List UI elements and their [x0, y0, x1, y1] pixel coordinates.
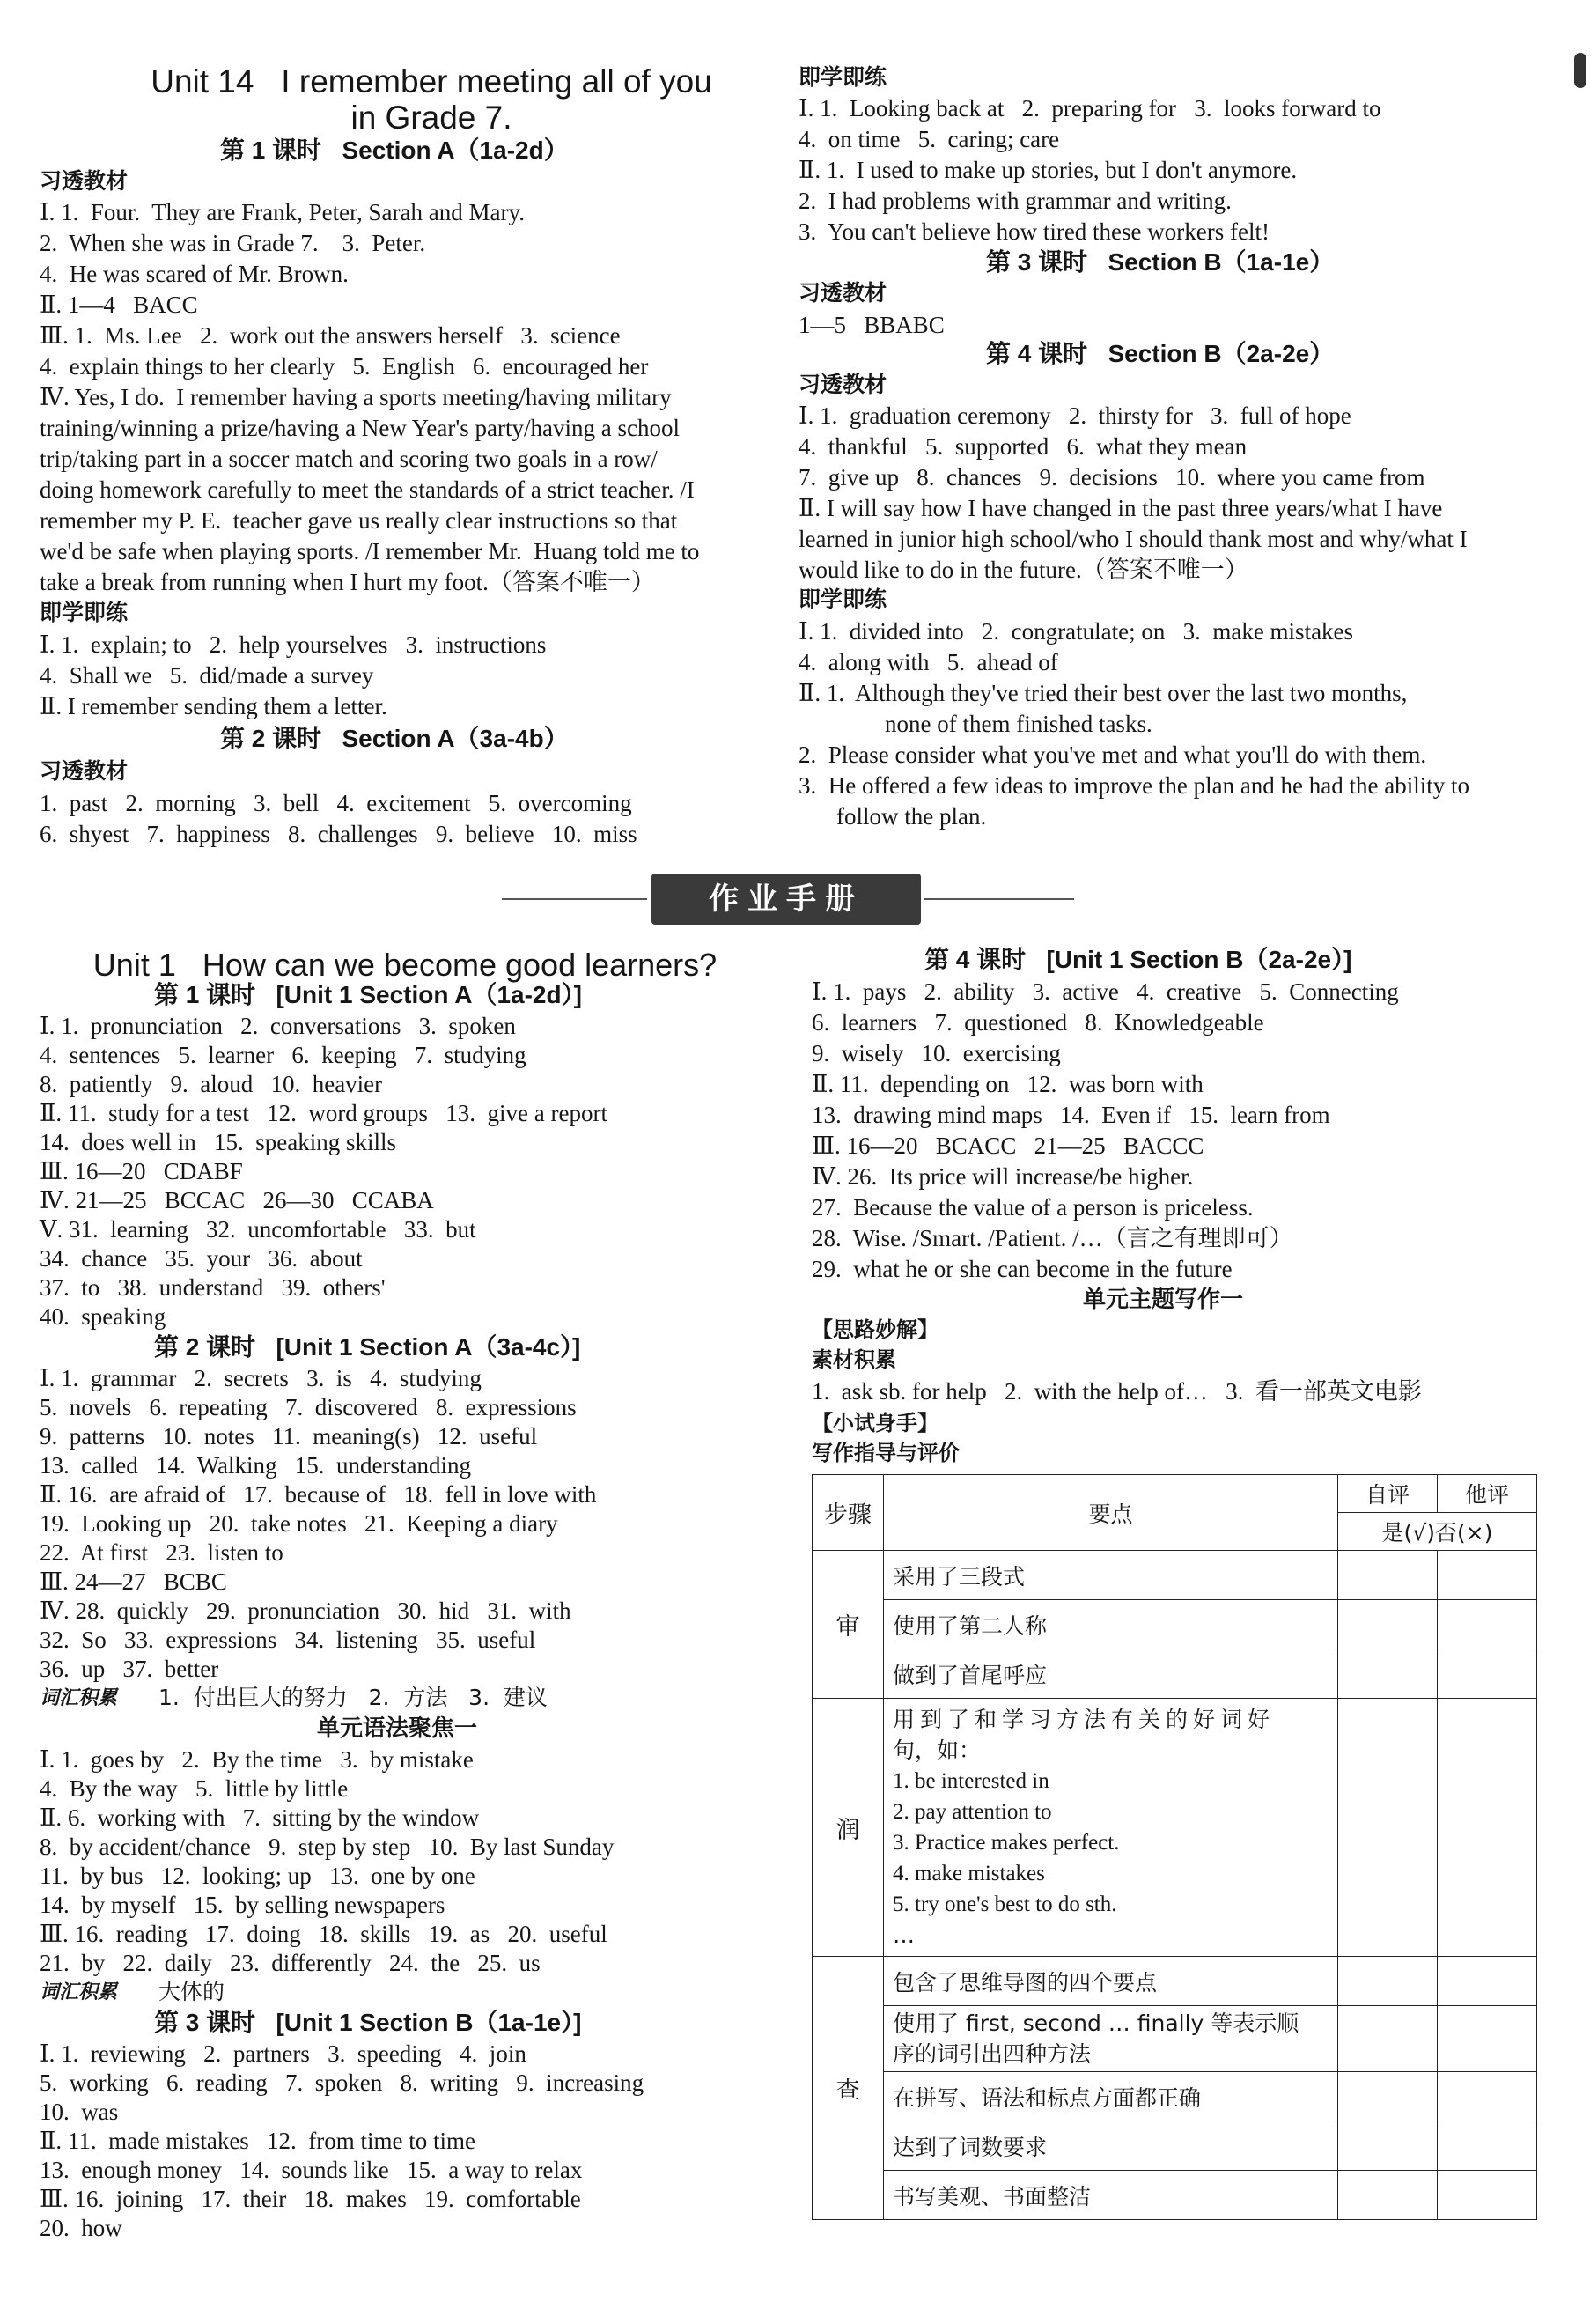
score-cell — [1338, 2171, 1438, 2220]
list-item: Ⅰ. 1. explain; to 2. help yourselves 3. instructions — [40, 631, 547, 658]
grammar-heading: 单元语法聚焦一 — [317, 1715, 478, 1742]
list-item: 40. speaking — [40, 1303, 166, 1330]
table-row — [884, 1699, 1338, 1957]
table-row: 做到了首尾呼应 — [884, 1649, 1338, 1699]
score-cell — [1438, 2121, 1537, 2171]
vocab1-text: 1. 付出巨大的努力 2. 方法 3. 建议 — [158, 1685, 548, 1710]
list-item: trip/taking part in a soccer match and scoring two goals in a row/ — [40, 446, 658, 472]
list-item: 2. When she was in Grade 7. 3. Peter. — [40, 230, 426, 256]
list-item: 14. does well in 15. speaking skills — [40, 1129, 396, 1155]
list-item: 36. up 37. better — [40, 1656, 219, 1682]
list-item: we'd be safe when playing sports. /I remember Mr. Huang told me to — [40, 538, 700, 564]
list-item: 13. called 14. Walking 15. understanding — [40, 1452, 471, 1479]
list-item: remember my P. E. teacher gave us really clear instructions so that — [40, 507, 678, 534]
list-item: 22. At first 23. listen to — [40, 1539, 283, 1566]
list-item: 4. explain things to her clearly 5. English 6. encouraged her — [40, 353, 649, 380]
list-item: Ⅲ. 16. reading 17. doing 18. skills 19. as 20. useful — [40, 1921, 607, 1947]
l4-jixue-label: 即学即练 — [799, 587, 887, 612]
lesson3-heading: 第 3 课时 Section B（1a-1e） — [986, 248, 1335, 276]
vocab2-text: 大体的 — [158, 1979, 225, 2004]
table-row: 使用了第二人称 — [884, 1600, 1338, 1649]
list-item: 14. by myself 15. by selling newspapers — [40, 1892, 445, 1918]
score-cell — [1338, 1699, 1438, 1957]
list-item: Ⅰ. 1. divided into 2. congratulate; on 3. make mistakes — [799, 618, 1354, 645]
list-item: 13. enough money 14. sounds like 15. a way to relax — [40, 2157, 583, 2183]
run-line: 2. pay attention to — [893, 1800, 1052, 1824]
score-cell — [1438, 1649, 1537, 1699]
list-item: Ⅳ. 21—25 BCCAC 26—30 CCABA — [40, 1187, 434, 1214]
list-item: Ⅱ. I will say how I have changed in the past three years/what I have — [799, 495, 1443, 521]
u1-lesson4-heading: 第 4 课时 [Unit 1 Section B（2a-2e）] — [924, 946, 1352, 973]
list-item: 20. how — [40, 2215, 122, 2241]
list-item: 4. along with 5. ahead of — [799, 649, 1058, 675]
score-cell — [1438, 1957, 1537, 2006]
banner-divider-left — [502, 898, 647, 900]
list-item: 11. by bus 12. looking; up 13. one by one — [40, 1863, 475, 1889]
list-item: Ⅳ. 28. quickly 29. pronunciation 30. hid 31. with — [40, 1597, 571, 1624]
l2-xitou-label: 习透教材 — [40, 758, 129, 784]
writing-evaluation-table — [812, 1474, 1537, 2220]
list-item: 8. patiently 9. aloud 10. heavier — [40, 1071, 383, 1097]
score-cell — [1438, 1600, 1537, 1649]
page-edge-mark — [1574, 53, 1586, 88]
list-item: 34. chance 35. your 36. about — [40, 1245, 363, 1272]
list-item: Ⅱ. 6. working with 7. sitting by the window — [40, 1804, 480, 1831]
list-item: follow the plan. — [836, 803, 987, 830]
right-jixue-label: 即学即练 — [799, 64, 887, 90]
table-row: 采用了三段式 — [884, 1551, 1338, 1600]
list-item: 5. novels 6. repeating 7. discovered 8. expressions — [40, 1394, 577, 1420]
list-item: none of them finished tasks. — [885, 711, 1152, 737]
unit14-title-line1: Unit 14 I remember meeting all of you — [151, 63, 712, 100]
list-item: training/winning a prize/having a New Year's party/having a school — [40, 415, 680, 441]
list-item: 1—5 BBABC — [799, 312, 945, 338]
u1-lesson1-heading: 第 1 课时 [Unit 1 Section A（1a-2d）] — [154, 981, 582, 1008]
list-item: 3. You can't believe how tired these workers felt! — [799, 218, 1270, 245]
list-item: 19. Looking up 20. take notes 21. Keeping a diary — [40, 1510, 558, 1537]
list-item: Ⅰ. 1. graduation ceremony 2. thirsty for 3. full of hope — [799, 402, 1351, 429]
table-row: 在拼写、语法和标点方面都正确 — [884, 2072, 1338, 2121]
list-item: 4. He was scared of Mr. Brown. — [40, 261, 349, 287]
list-item: 13. drawing mind maps 14. Even if 15. learn from — [812, 1102, 1330, 1128]
run-line: 5. try one's best to do sth. — [893, 1892, 1117, 1916]
list-item: Ⅱ. 16. are afraid of 17. because of 18. fell in love with — [40, 1481, 597, 1508]
score-cell — [1338, 1600, 1438, 1649]
list-item: 3. He offered a few ideas to improve the plan and he had the ability to — [799, 772, 1469, 799]
lesson2-heading: 第 2 课时 Section A（3a-4b） — [220, 725, 569, 752]
list-item: 5. working 6. reading 7. spoken 8. writing 9. increasing — [40, 2069, 644, 2096]
list-item: 8. by accident/chance 9. step by step 10. By last Sunday — [40, 1833, 615, 1860]
score-cell — [1338, 2006, 1438, 2072]
unit1-title: Unit 1 How can we become good learners? — [92, 947, 718, 983]
lesson4-heading: 第 4 课时 Section B（2a-2e） — [986, 340, 1335, 367]
silu-label: 【思路妙解】 — [812, 1317, 939, 1342]
list-item: Ⅲ. 16—20 BCACC 21—25 BACCC — [812, 1132, 1204, 1159]
table-row — [884, 2006, 1338, 2072]
table-header-self: 自评 — [1338, 1475, 1438, 1513]
list-item: 27. Because the value of a person is priceless. — [812, 1194, 1254, 1221]
step-run: 润 — [813, 1699, 884, 1957]
list-item: Ⅱ. 1. I used to make up stories, but I don't anymore. — [799, 157, 1298, 183]
list-item: Ⅱ. 11. made mistakes 12. from time to time — [40, 2128, 476, 2154]
u1-lesson2-heading: 第 2 课时 [Unit 1 Section A（3a-4c）] — [154, 1333, 581, 1361]
run-line: … — [893, 1922, 915, 1948]
table-row: 书写美观、书面整洁 — [884, 2171, 1338, 2220]
table-header-points: 要点 — [884, 1475, 1338, 1551]
list-item: Ⅳ. Yes, I do. I remember having a sports meeting/having military — [40, 384, 672, 410]
l3-xitou-label: 习透教材 — [799, 280, 887, 306]
list-item: Ⅰ. 1. pronunciation 2. conversations 3. spoken — [40, 1013, 516, 1039]
list-item: 4. thankful 5. supported 6. what they mean — [799, 433, 1248, 460]
cha-line: 使用了 first, second … finally 等表示顺 — [893, 2010, 1299, 2036]
l1-xitou-label: 习透教材 — [40, 168, 129, 194]
list-item: learned in junior high school/who I should thank most and why/what I — [799, 526, 1468, 552]
list-item: 7. give up 8. chances 9. decisions 10. where you came from — [799, 464, 1425, 491]
score-cell — [1338, 1551, 1438, 1600]
list-item: Ⅱ. 11. study for a test 12. word groups 13. give a report — [40, 1100, 607, 1126]
section-banner: 作业手册 — [651, 874, 921, 925]
list-item: 1. past 2. morning 3. bell 4. excitement 5. overcoming — [40, 790, 632, 816]
table-row: 包含了思维导图的四个要点 — [884, 1957, 1338, 2006]
score-cell — [1338, 2072, 1438, 2121]
score-cell — [1438, 1699, 1537, 1957]
run-line: 3. Practice makes perfect. — [893, 1831, 1120, 1855]
list-item: Ⅰ. 1. reviewing 2. partners 3. speeding 4. join — [40, 2040, 526, 2067]
list-item: 4. on time 5. caring; care — [799, 126, 1060, 152]
list-item: Ⅱ. 1. Although they've tried their best over the last two months, — [799, 680, 1408, 706]
list-item: 6. shyest 7. happiness 8. challenges 9. believe 10. miss — [40, 821, 637, 847]
list-item: Ⅳ. 26. Its price will increase/be higher. — [812, 1163, 1194, 1190]
list-item: 9. wisely 10. exercising — [812, 1040, 1061, 1066]
list-item: Ⅴ. 31. learning 32. uncomfortable 33. but — [40, 1216, 476, 1243]
list-item: 32. So 33. expressions 34. listening 35. useful — [40, 1627, 536, 1653]
unit14-title-line2: in Grade 7. — [350, 100, 512, 136]
run-line: 1. be interested in — [893, 1769, 1049, 1793]
score-cell — [1438, 2171, 1537, 2220]
list-item: Ⅱ. I remember sending them a letter. — [40, 693, 387, 719]
list-item: Ⅰ. 1. Four. They are Frank, Peter, Sarah and Mary. — [40, 199, 525, 225]
table-header-step: 步骤 — [813, 1475, 884, 1551]
score-cell — [1438, 2006, 1537, 2072]
list-item: Ⅱ. 11. depending on 12. was born with — [812, 1071, 1204, 1097]
xiaoshi-label: 【小试身手】 — [812, 1411, 939, 1435]
list-item: Ⅱ. 1—4 BACC — [40, 291, 198, 318]
vocab1-label: 词汇积累 — [40, 1687, 118, 1709]
sucai-line: 1. ask sb. for help 2. with the help of… 3. 看一部英文电影 — [812, 1378, 1422, 1405]
list-item: 37. to 38. understand 39. others' — [40, 1274, 386, 1301]
lesson1-heading: 第 1 课时 Section A（1a-2d） — [220, 136, 569, 164]
list-item: Ⅰ. 1. goes by 2. By the time 3. by mistake — [40, 1746, 474, 1773]
list-item: 29. what he or she can become in the future — [812, 1256, 1233, 1282]
table-header-peer: 他评 — [1438, 1475, 1537, 1513]
list-item: Ⅲ. 24—27 BCBC — [40, 1568, 227, 1595]
guide-label: 写作指导与评价 — [812, 1441, 960, 1465]
l1-jixue-label: 即学即练 — [40, 600, 129, 625]
list-item: take a break from running when I hurt my foot.（答案不唯一） — [40, 569, 655, 595]
score-cell — [1338, 1957, 1438, 2006]
score-cell — [1438, 1551, 1537, 1600]
list-item: 4. Shall we 5. did/made a survey — [40, 662, 374, 689]
list-item: 6. learners 7. questioned 8. Knowledgeable — [812, 1009, 1264, 1036]
list-item: Ⅰ. 1. Looking back at 2. preparing for 3. looks forward to — [799, 95, 1381, 122]
sucai-label: 素材积累 — [812, 1347, 896, 1372]
step-shen: 审 — [813, 1551, 884, 1699]
l4-xitou-label: 习透教材 — [799, 372, 887, 397]
table-row: 达到了词数要求 — [884, 2121, 1338, 2171]
u1-lesson3-heading: 第 3 课时 [Unit 1 Section B（1a-1e）] — [154, 2009, 582, 2036]
writing-heading: 单元主题写作一 — [1083, 1287, 1244, 1313]
list-item: would like to do in the future.（答案不唯一） — [799, 557, 1248, 583]
list-item: doing homework carefully to meet the standards of a strict teacher. /I — [40, 476, 695, 503]
list-item: 2. I had problems with grammar and writing. — [799, 188, 1232, 214]
list-item: 28. Wise. /Smart. /Patient. /…（言之有理即可） — [812, 1225, 1293, 1251]
run-line: 句，如： — [893, 1737, 982, 1763]
cha-line: 序的词引出四种方法 — [893, 2041, 1092, 2067]
step-cha: 查 — [813, 1957, 884, 2220]
score-cell — [1338, 1649, 1438, 1699]
run-line: 用到了和学习方法有关的好词好 — [893, 1707, 1276, 1732]
list-item: 4. sentences 5. learner 6. keeping 7. studying — [40, 1042, 526, 1068]
list-item: Ⅲ. 16—20 CDABF — [40, 1158, 243, 1184]
score-cell — [1338, 2121, 1438, 2171]
list-item: 21. by 22. daily 23. differently 24. the 25. us — [40, 1950, 541, 1976]
list-item: Ⅲ. 1. Ms. Lee 2. work out the answers herself 3. science — [40, 322, 621, 349]
table-mark-row: 是(√)否(×) — [1338, 1513, 1537, 1551]
list-item: 2. Please consider what you've met and what you'll do with them. — [799, 741, 1427, 768]
vocab2-label: 词汇积累 — [40, 1981, 118, 2003]
list-item: Ⅲ. 16. joining 17. their 18. makes 19. comfortable — [40, 2186, 581, 2212]
banner-divider-right — [924, 898, 1074, 900]
list-item: 4. By the way 5. little by little — [40, 1775, 349, 1802]
run-line: 4. make mistakes — [893, 1862, 1045, 1885]
score-cell — [1438, 2072, 1537, 2121]
list-item: Ⅰ. 1. pays 2. ability 3. active 4. creative 5. Connecting — [812, 978, 1399, 1005]
list-item: Ⅰ. 1. grammar 2. secrets 3. is 4. studying — [40, 1365, 482, 1391]
list-item: 10. was — [40, 2099, 119, 2125]
list-item: 9. patterns 10. notes 11. meaning(s) 12. useful — [40, 1423, 538, 1450]
